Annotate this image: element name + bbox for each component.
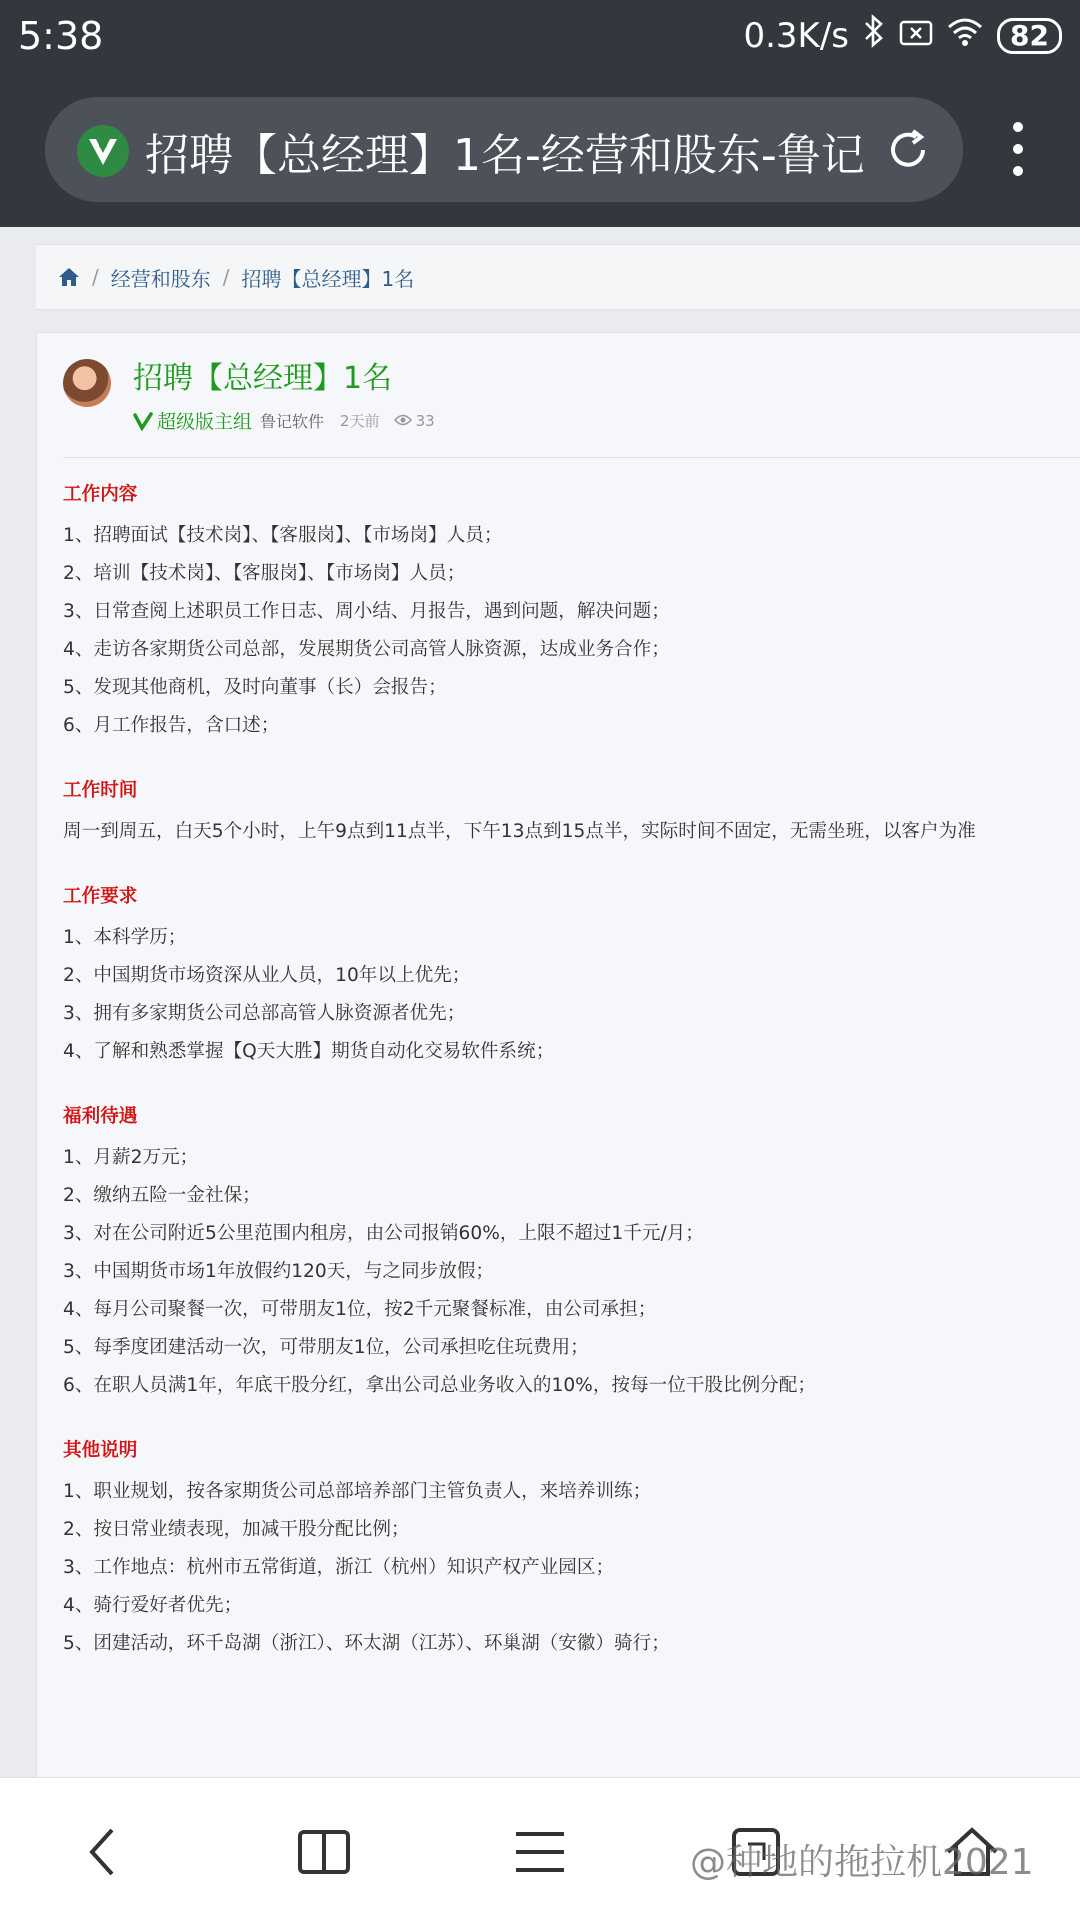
section-work-hours [63,775,1063,851]
network-speed: 0.3K/s [743,15,850,56]
bookmarks-icon[interactable] [294,1822,354,1882]
section-requirements [63,881,1063,1071]
section-line: 4、骑行爱好者优先； [63,1595,243,1616]
back-icon[interactable] [74,1822,134,1882]
section-benefits [63,1101,1063,1405]
section-line: 3、工作地点：杭州市五常街道，浙江（杭州）知识产权产业园区； [63,1557,615,1578]
menu-icon[interactable] [510,1822,570,1882]
post-meta [133,407,435,434]
divider [63,457,1080,458]
section-heading: 其他说明 [63,1440,138,1461]
bluetooth-icon [863,14,885,57]
post-body [63,479,1063,1693]
section-line: 1、职业规划，按各家期货公司总部培养部门主管负责人，来培养训练； [63,1481,652,1502]
section-line: 2、培训【技术岗】、【客服岗】、【市场岗】人员； [63,563,466,584]
breadcrumb-separator: / [92,265,99,289]
section-job-content [63,479,1063,745]
verified-v-icon [133,411,153,431]
watermark: @种地的拖拉机2021 [690,1842,1034,1883]
post-title: 招聘【总经理】1名 [133,361,393,396]
author-role[interactable]: 超级版主组 [157,411,253,433]
section-heading: 工作要求 [63,886,138,907]
section-line: 4、每月公司聚餐一次，可带朋友1位，按2千元聚餐标准，由公司承担； [63,1299,657,1320]
section-line: 3、日常查阅上述职员工作日志、周小结、月报告，遇到问题，解决问题； [63,601,670,622]
section-line: 5、团建活动，环千岛湖（浙江）、环太湖（江苏）、环巢湖（安徽）骑行； [63,1633,670,1654]
section-line: 2、中国期货市场资深从业人员，10年以上优先； [63,965,471,986]
status-bar [0,0,1080,75]
sim-x-icon [899,16,933,56]
section-heading: 福利待遇 [63,1106,138,1127]
section-line: 6、月工作报告，含口述； [63,715,280,736]
section-line: 5、发现其他商机，及时向董事（长）会报告； [63,677,447,698]
eye-icon [394,412,412,430]
browser-toolbar [0,75,1080,227]
section-line: 周一到周五，白天5个小时，上午9点到11点半，下午13点到15点半，实际时间不固定，无需坐班，以客户为准 [63,821,976,842]
section-line: 1、月薪2万元； [63,1147,199,1168]
breadcrumb [36,244,1080,310]
section-line: 1、招聘面试【技术岗】、【客服岗】、【市场岗】人员； [63,525,503,546]
view-count-value: 33 [415,411,435,430]
section-line: 5、每季度团建活动一次，可带朋友1位，公司承担吃住玩费用； [63,1337,589,1358]
section-heading: 工作内容 [63,484,138,505]
breadcrumb-separator: / [222,265,230,289]
wifi-icon [947,16,983,56]
status-icons [743,14,1062,57]
section-line: 4、了解和熟悉掌握【Q天大胜】期货自动化交易软件系统； [63,1041,555,1062]
section-line: 3、拥有多家期货公司总部高管人脉资源者优先； [63,1003,466,1024]
reload-icon[interactable] [883,125,933,175]
author-company: 鲁记软件 [260,412,325,431]
more-menu-icon[interactable] [1003,122,1033,178]
section-line: 3、对在公司附近5公里范围内租房，由公司报销60%，上限不超过1千元/月； [63,1223,704,1244]
section-line: 6、在职人员满1年，年底干股分红，拿出公司总业务收入的10%，按每一位干股比例分配； [63,1375,816,1396]
address-bar[interactable] [45,97,963,202]
avatar[interactable] [63,359,111,407]
post-card [36,332,1080,1779]
battery-indicator: 82 [997,18,1062,54]
section-line: 4、走访各家期货公司总部，发展期货公司高管人脉资源，达成业务合作； [63,639,670,660]
home-icon[interactable] [58,267,80,287]
status-time: 5:38 [18,14,104,58]
site-logo-icon [77,125,129,177]
view-count [394,412,435,430]
section-other-notes [63,1435,1063,1663]
section-heading: 工作时间 [63,780,138,801]
breadcrumb-link-post[interactable]: 招聘【总经理】1名 [241,266,415,291]
breadcrumb-link-forum[interactable]: 经营和股东 [110,266,211,291]
section-line: 2、缴纳五险一金社保； [63,1185,261,1206]
post-time: 2天前 [340,412,380,430]
page-title-in-address-bar: 招聘【总经理】1名-经营和股东-鲁记 [145,130,865,179]
section-line: 3、中国期货市场1年放假约120天，与之同步放假； [63,1261,495,1282]
section-line: 2、按日常业绩表现，加减干股分配比例； [63,1519,410,1540]
section-line: 1、本科学历； [63,927,187,948]
